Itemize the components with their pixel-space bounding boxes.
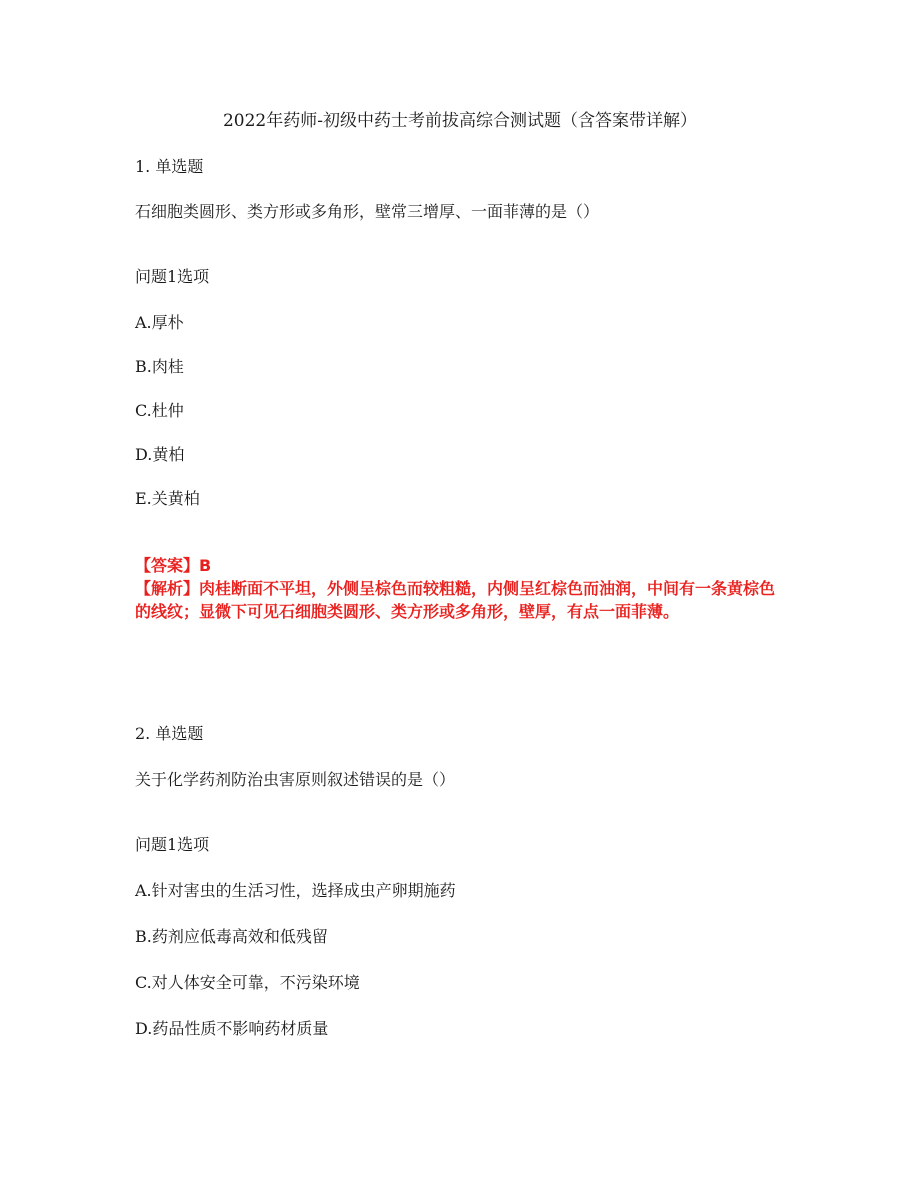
question-1-option-c: C.杜仲: [135, 401, 184, 420]
answer-label: 【答案】: [135, 556, 200, 575]
question-2-options-label: 问题1选项: [135, 835, 210, 854]
question-1-analysis: [135, 577, 790, 623]
question-2-header: 2. 单选题: [135, 724, 204, 743]
question-1-option-a: A.厚朴: [135, 313, 184, 332]
analysis-text: 肉桂断面不平坦，外侧呈棕色而较粗糙，内侧呈红棕色而油润，中间有一条黄棕色的线纹；显微下可见石细胞类圆形、类方形或多角形，壁厚，有点一面菲薄。: [135, 579, 776, 621]
question-1-option-b: B.肉桂: [135, 357, 184, 376]
question-2-option-a: A.针对害虫的生活习性，选择成虫产卵期施药: [135, 881, 456, 900]
question-1-header: 1. 单选题: [135, 157, 204, 176]
analysis-label: 【解析】: [135, 579, 200, 598]
question-2-option-d: D.药品性质不影响药材质量: [135, 1019, 329, 1038]
question-2-stem: 关于化学药剂防治虫害原则叙述错误的是（）: [135, 770, 456, 789]
question-2-option-c: C.对人体安全可靠，不污染环境: [135, 973, 360, 992]
document-title: 2022年药师-初级中药士考前拔高综合测试题（含答案带详解）: [222, 111, 697, 131]
question-1-option-d: D.黄柏: [135, 445, 185, 464]
question-1-answer: [135, 554, 790, 577]
question-1-options-label: 问题1选项: [135, 267, 210, 286]
question-2-option-b: B.药剂应低毒高效和低残留: [135, 927, 328, 946]
answer-value: B: [199, 556, 212, 575]
question-1-option-e: E.关黄柏: [135, 489, 200, 508]
question-1-answer-block: [135, 554, 790, 623]
question-1-stem: 石细胞类圆形、类方形或多角形，壁常三增厚、一面菲薄的是（）: [135, 202, 600, 221]
